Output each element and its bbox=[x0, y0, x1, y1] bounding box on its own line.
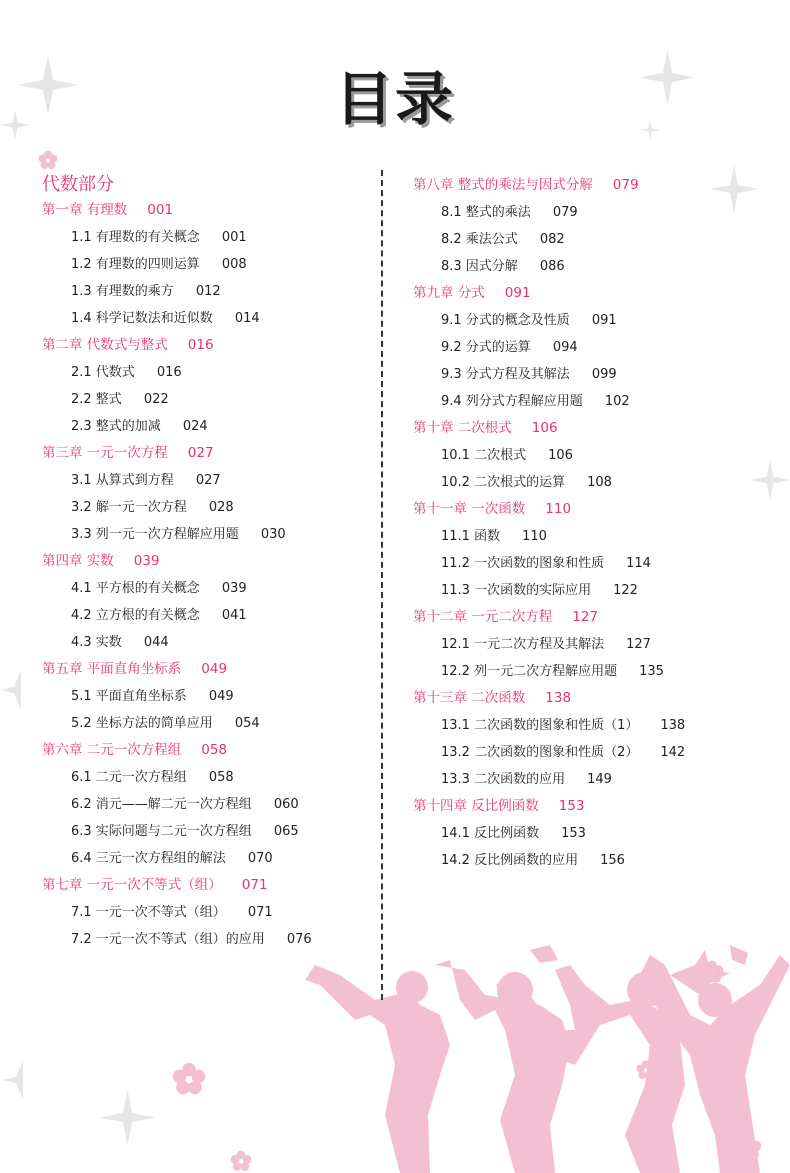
toc-list-right bbox=[413, 172, 773, 874]
toc-right-column bbox=[413, 172, 773, 874]
toc-section[interactable] bbox=[42, 359, 372, 386]
toc-section[interactable] bbox=[413, 766, 773, 793]
section-title: 13.3 二次函数的应用 bbox=[441, 772, 566, 787]
page-number: 138 bbox=[660, 718, 686, 733]
page-number: 054 bbox=[234, 716, 260, 731]
toc-section[interactable] bbox=[413, 712, 773, 739]
section-title: 12.1 一元二次方程及其解法 bbox=[441, 637, 605, 652]
toc-chapter[interactable] bbox=[413, 496, 773, 523]
toc-section[interactable] bbox=[42, 845, 372, 872]
part-heading: 代数部分 bbox=[42, 174, 114, 195]
toc-section[interactable] bbox=[42, 899, 372, 926]
page-number: 091 bbox=[504, 285, 531, 301]
toc-section[interactable] bbox=[413, 226, 773, 253]
section-title: 4.1 平方根的有关概念 bbox=[71, 581, 200, 596]
section-title: 4.3 实数 bbox=[71, 635, 122, 650]
chapter-title: 第六章 二元一次方程组 bbox=[42, 742, 182, 758]
page-number: 127 bbox=[626, 637, 651, 652]
section-title: 4.2 立方根的有关概念 bbox=[71, 608, 200, 623]
section-title: 11.2 一次函数的图象和性质 bbox=[441, 556, 605, 571]
toc-section[interactable] bbox=[413, 199, 773, 226]
page-number: 044 bbox=[143, 635, 169, 650]
page-number: 030 bbox=[260, 527, 286, 542]
toc-section[interactable] bbox=[42, 710, 372, 737]
page-number: 114 bbox=[626, 556, 651, 571]
chapter-title: 第九章 分式 bbox=[413, 285, 485, 301]
section-title: 9.2 分式的运算 bbox=[441, 340, 531, 355]
chapter-title: 第七章 一元一次不等式（组） bbox=[42, 877, 222, 893]
page-number: 022 bbox=[143, 392, 169, 407]
page-number: 079 bbox=[612, 177, 639, 193]
section-title: 6.2 消元——解二元一次方程组 bbox=[71, 797, 252, 812]
toc-section[interactable] bbox=[413, 577, 773, 604]
section-title: 7.1 一元一次不等式（组） bbox=[71, 905, 226, 920]
section-title: 3.2 解一元一次方程 bbox=[71, 500, 187, 515]
page-number: 071 bbox=[241, 877, 268, 893]
toc-section[interactable] bbox=[42, 575, 372, 602]
section-title: 11.3 一次函数的实际应用 bbox=[441, 583, 592, 598]
page-number: 102 bbox=[604, 394, 630, 409]
toc-section[interactable] bbox=[42, 683, 372, 710]
section-title: 2.1 代数式 bbox=[71, 365, 135, 380]
page-title: 目录 bbox=[334, 65, 455, 133]
toc-chapter[interactable] bbox=[42, 548, 372, 575]
flower-icon bbox=[38, 150, 58, 170]
section-title: 2.3 整式的加减 bbox=[71, 419, 161, 434]
page-number: 071 bbox=[247, 905, 273, 920]
sparkle-icon bbox=[100, 1090, 155, 1145]
chapter-title: 第十章 二次根式 bbox=[413, 420, 512, 436]
toc-chapter[interactable] bbox=[42, 737, 372, 764]
section-title: 14.2 反比例函数的应用 bbox=[441, 853, 579, 868]
section-title: 9.3 分式方程及其解法 bbox=[441, 367, 570, 382]
toc-chapter[interactable] bbox=[413, 172, 773, 199]
section-title: 5.1 平面直角坐标系 bbox=[71, 689, 187, 704]
chapter-title: 第十四章 反比例函数 bbox=[413, 798, 539, 814]
page-number: 028 bbox=[208, 500, 234, 515]
toc-section[interactable] bbox=[42, 224, 372, 251]
page-number: 094 bbox=[552, 340, 578, 355]
section-title: 8.2 乘法公式 bbox=[441, 232, 518, 247]
flower-icon bbox=[736, 1135, 762, 1161]
toc-chapter[interactable] bbox=[413, 415, 773, 442]
page-number: 001 bbox=[221, 230, 247, 245]
toc-section[interactable] bbox=[42, 521, 372, 548]
toc-section[interactable] bbox=[413, 847, 773, 874]
toc-left-column bbox=[42, 175, 372, 953]
toc-section[interactable] bbox=[413, 739, 773, 766]
page-number: 060 bbox=[273, 797, 299, 812]
toc-section[interactable] bbox=[42, 305, 372, 332]
page-number: 149 bbox=[587, 772, 612, 787]
section-title: 1.1 有理数的有关概念 bbox=[71, 230, 200, 245]
toc-section[interactable] bbox=[413, 658, 773, 685]
page-number: 127 bbox=[572, 609, 599, 625]
toc-section[interactable] bbox=[42, 251, 372, 278]
page-number: 110 bbox=[545, 501, 572, 517]
page-number: 156 bbox=[600, 853, 625, 868]
chapter-title: 第四章 实数 bbox=[42, 553, 114, 569]
toc-section[interactable] bbox=[42, 818, 372, 845]
chapter-title: 第八章 整式的乘法与因式分解 bbox=[413, 177, 593, 193]
section-title: 3.1 从算式到方程 bbox=[71, 473, 174, 488]
page-number: 039 bbox=[133, 553, 160, 569]
toc-chapter[interactable] bbox=[42, 656, 372, 683]
page-number: 039 bbox=[221, 581, 247, 596]
page-number: 012 bbox=[195, 284, 221, 299]
toc-section[interactable] bbox=[413, 334, 773, 361]
flower-icon bbox=[700, 960, 724, 984]
sparkle-icon bbox=[0, 1060, 26, 1100]
page-number: 014 bbox=[234, 311, 260, 326]
page-number: 079 bbox=[552, 205, 578, 220]
toc-section[interactable] bbox=[42, 926, 372, 953]
toc-section[interactable] bbox=[42, 494, 372, 521]
page-number: 070 bbox=[247, 851, 273, 866]
chapter-title: 第五章 平面直角坐标系 bbox=[42, 661, 182, 677]
section-title: 13.2 二次函数的图象和性质（2） bbox=[441, 745, 639, 760]
page-number: 016 bbox=[187, 337, 214, 353]
page-number: 153 bbox=[561, 826, 586, 841]
section-title: 11.1 函数 bbox=[441, 529, 501, 544]
flower-icon bbox=[498, 1005, 520, 1027]
toc-section[interactable] bbox=[413, 820, 773, 847]
toc-chapter[interactable] bbox=[42, 872, 372, 899]
page-number: 106 bbox=[548, 448, 573, 463]
toc-section[interactable] bbox=[413, 550, 773, 577]
section-title: 13.1 二次函数的图象和性质（1） bbox=[441, 718, 639, 733]
toc-section[interactable] bbox=[42, 764, 372, 791]
section-title: 7.2 一元一次不等式（组）的应用 bbox=[71, 932, 265, 947]
section-title: 6.4 三元一次方程组的解法 bbox=[71, 851, 226, 866]
page-number: 041 bbox=[221, 608, 247, 623]
page-number: 106 bbox=[531, 420, 558, 436]
toc-section[interactable] bbox=[413, 442, 773, 469]
page-number: 142 bbox=[660, 745, 686, 760]
toc-chapter[interactable] bbox=[42, 332, 372, 359]
page-number: 008 bbox=[221, 257, 247, 272]
page-number: 153 bbox=[558, 798, 585, 814]
toc-section[interactable] bbox=[42, 791, 372, 818]
section-title: 6.1 二元一次方程组 bbox=[71, 770, 187, 785]
page-number: 049 bbox=[208, 689, 234, 704]
chapter-title: 第十一章 一次函数 bbox=[413, 501, 526, 517]
toc-chapter[interactable] bbox=[413, 793, 773, 820]
page-number: 122 bbox=[613, 583, 638, 598]
section-title: 1.4 科学记数法和近似数 bbox=[71, 311, 213, 326]
page-number: 082 bbox=[539, 232, 565, 247]
toc-section[interactable] bbox=[413, 388, 773, 415]
toc-chapter[interactable] bbox=[42, 197, 372, 224]
page-number: 058 bbox=[201, 742, 228, 758]
toc-section[interactable] bbox=[413, 307, 773, 334]
section-title: 8.1 整式的乘法 bbox=[441, 205, 531, 220]
page-number: 058 bbox=[208, 770, 234, 785]
chapter-title: 第十三章 二次函数 bbox=[413, 690, 526, 706]
section-title: 8.3 因式分解 bbox=[441, 259, 518, 274]
section-title: 9.4 列分式方程解应用题 bbox=[441, 394, 583, 409]
toc-chapter[interactable] bbox=[42, 440, 372, 467]
section-title: 1.2 有理数的四则运算 bbox=[71, 257, 200, 272]
toc-section[interactable] bbox=[413, 469, 773, 496]
section-title: 2.2 整式 bbox=[71, 392, 122, 407]
flower-icon bbox=[230, 1150, 252, 1172]
page-number: 027 bbox=[187, 445, 214, 461]
section-title: 10.1 二次根式 bbox=[441, 448, 527, 463]
chapter-title: 第一章 有理数 bbox=[42, 202, 128, 218]
toc-chapter[interactable] bbox=[413, 280, 773, 307]
section-title: 6.3 实际问题与二元一次方程组 bbox=[71, 824, 252, 839]
toc-section[interactable] bbox=[42, 467, 372, 494]
section-title: 1.3 有理数的乘方 bbox=[71, 284, 174, 299]
section-title: 9.1 分式的概念及性质 bbox=[441, 313, 570, 328]
dancers-silhouette-icon bbox=[300, 945, 790, 1173]
toc-section[interactable] bbox=[42, 278, 372, 305]
section-title: 10.2 二次根式的运算 bbox=[441, 475, 566, 490]
page-number: 076 bbox=[286, 932, 312, 947]
page-number: 001 bbox=[147, 202, 174, 218]
flower-icon bbox=[636, 1060, 656, 1080]
toc-section[interactable] bbox=[413, 253, 773, 280]
flower-icon bbox=[172, 1062, 206, 1096]
page-number: 016 bbox=[156, 365, 182, 380]
toc-section[interactable] bbox=[42, 413, 372, 440]
section-title: 3.3 列一元一次方程解应用题 bbox=[71, 527, 239, 542]
page-number: 024 bbox=[182, 419, 208, 434]
page-number: 138 bbox=[545, 690, 572, 706]
toc-section[interactable] bbox=[42, 386, 372, 413]
section-title: 14.1 反比例函数 bbox=[441, 826, 540, 841]
page-number: 027 bbox=[195, 473, 221, 488]
toc-section[interactable] bbox=[42, 629, 372, 656]
toc-section[interactable] bbox=[42, 602, 372, 629]
page-number: 049 bbox=[201, 661, 228, 677]
toc-section[interactable] bbox=[413, 523, 773, 550]
chapter-title: 第二章 代数式与整式 bbox=[42, 337, 168, 353]
toc-list-left bbox=[42, 197, 372, 953]
page-number: 108 bbox=[587, 475, 612, 490]
toc-section[interactable] bbox=[413, 631, 773, 658]
toc-chapter[interactable] bbox=[413, 604, 773, 631]
page-number: 091 bbox=[591, 313, 617, 328]
chapter-title: 第三章 一元一次方程 bbox=[42, 445, 168, 461]
page-number: 099 bbox=[591, 367, 617, 382]
section-title: 5.2 坐标方法的简单应用 bbox=[71, 716, 213, 731]
page-number: 065 bbox=[273, 824, 299, 839]
sparkle-icon bbox=[0, 670, 22, 710]
page-number: 086 bbox=[539, 259, 565, 274]
toc-section[interactable] bbox=[413, 361, 773, 388]
column-divider bbox=[381, 170, 383, 1000]
section-title: 12.2 列一元二次方程解应用题 bbox=[441, 664, 618, 679]
page-number: 135 bbox=[639, 664, 664, 679]
toc-chapter[interactable] bbox=[413, 685, 773, 712]
chapter-title: 第十二章 一元二次方程 bbox=[413, 609, 553, 625]
page-number: 110 bbox=[522, 529, 547, 544]
